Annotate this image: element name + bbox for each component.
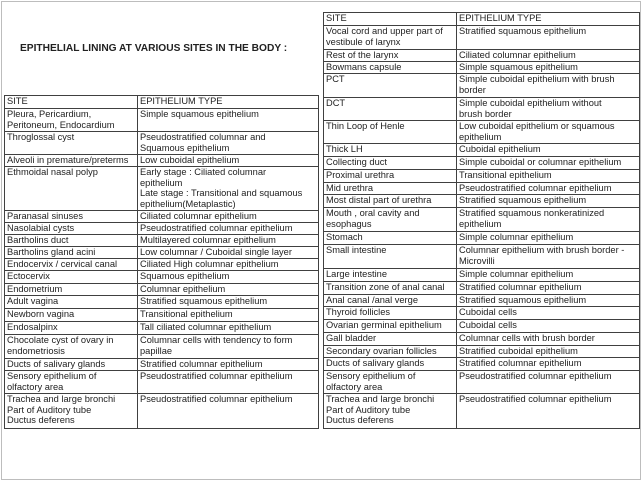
epithelium-cell: Simple columnar epithelium bbox=[457, 232, 640, 245]
epithelium-cell: Stratified squamous epithelium bbox=[138, 296, 319, 309]
site-cell: Ovarian germinal epithelium bbox=[324, 320, 457, 333]
table-row bbox=[324, 157, 640, 170]
epithelium-cell: Squamous epithelium bbox=[138, 271, 319, 284]
table-row bbox=[324, 333, 640, 346]
epithelium-cell: Stratified columnar epithelium bbox=[457, 282, 640, 295]
site-cell: Ectocervix bbox=[5, 271, 138, 284]
site-cell: Stomach bbox=[324, 232, 457, 245]
site-cell: Rest of the larynx bbox=[324, 50, 457, 62]
table-row bbox=[324, 62, 640, 74]
table-row bbox=[5, 309, 319, 322]
table-row bbox=[5, 271, 319, 284]
table-row bbox=[5, 259, 319, 271]
table-row bbox=[324, 170, 640, 183]
epithelium-cell: Columnar epithelium bbox=[138, 284, 319, 296]
site-cell: Endosalpinx bbox=[5, 322, 138, 335]
table-row bbox=[324, 195, 640, 208]
table-row bbox=[5, 371, 319, 394]
site-cell: Sensory epithelium of olfactory area bbox=[324, 371, 457, 394]
epithelium-cell: Pseudostratified columnar and Squamous epithelium bbox=[138, 132, 319, 155]
site-cell: Mid urethra bbox=[324, 183, 457, 195]
epithelium-cell: Columnar cells with brush border bbox=[457, 333, 640, 346]
table-row bbox=[5, 335, 319, 359]
site-cell: Bartholins duct bbox=[5, 235, 138, 247]
site-cell: Bartholins gland acini bbox=[5, 247, 138, 259]
site-cell: Most distal part of urethra bbox=[324, 195, 457, 208]
site-cell: PCT bbox=[324, 74, 457, 98]
table-row bbox=[5, 132, 319, 155]
site-cell: Anal canal /anal verge bbox=[324, 295, 457, 307]
site-cell: Bowmans capsule bbox=[324, 62, 457, 74]
epithelium-cell: Stratified columnar epithelium bbox=[138, 359, 319, 371]
table-row bbox=[324, 74, 640, 98]
site-cell: Endocervix / cervical canal bbox=[5, 259, 138, 271]
epithelium-cell: Stratified cuboidal epithelium bbox=[457, 346, 640, 358]
epithelium-cell: Low cuboidal epithelium or squamous epithelium bbox=[457, 121, 640, 144]
site-cell: Alveoli in premature/preterms bbox=[5, 155, 138, 167]
epithelium-cell: Simple cuboidal epithelium with brush border bbox=[457, 74, 640, 98]
epithelium-cell: Tall ciliated columnar epithelium bbox=[138, 322, 319, 335]
table-row bbox=[5, 235, 319, 247]
table-row bbox=[5, 322, 319, 335]
table-row bbox=[5, 109, 319, 132]
table-row bbox=[5, 284, 319, 296]
header-site: SITE bbox=[324, 13, 457, 26]
site-cell: Ethmoidal nasal polyp bbox=[5, 167, 138, 211]
table-row bbox=[324, 269, 640, 282]
site-cell: Adult vagina bbox=[5, 296, 138, 309]
epithelium-cell: Simple squamous epithelium bbox=[138, 109, 319, 132]
site-cell: Mouth , oral cavity and esophagus bbox=[324, 208, 457, 232]
table-row bbox=[324, 371, 640, 394]
epithelium-cell: Stratified squamous epithelium bbox=[457, 26, 640, 50]
epithelium-cell: Low cuboidal epithelium bbox=[138, 155, 319, 167]
table-row bbox=[324, 208, 640, 232]
site-cell: Throglossal cyst bbox=[5, 132, 138, 155]
header-epithelium-type: EPITHELIUM TYPE bbox=[138, 96, 319, 109]
table-row bbox=[324, 320, 640, 333]
site-cell: Thin Loop of Henle bbox=[324, 121, 457, 144]
site-cell: DCT bbox=[324, 98, 457, 121]
epithelium-cell: Stratified columnar epithelium bbox=[457, 358, 640, 371]
epithelium-cell: Stratified squamous epithelium bbox=[457, 195, 640, 208]
table-row bbox=[5, 211, 319, 223]
epithelium-cell: Columnar epithelium with brush border - Microvilli bbox=[457, 245, 640, 269]
header-site: SITE bbox=[5, 96, 138, 109]
table-row bbox=[324, 121, 640, 144]
epithelium-cell: Ciliated High columnar epithelium bbox=[138, 259, 319, 271]
epithelium-cell: Multilayered columnar epithelium bbox=[138, 235, 319, 247]
site-cell: Gall bladder bbox=[324, 333, 457, 346]
table-header-row bbox=[324, 13, 640, 26]
site-cell: Newborn vagina bbox=[5, 309, 138, 322]
epithelium-cell: Columnar cells with tendency to form papillae bbox=[138, 335, 319, 359]
table-row bbox=[5, 296, 319, 309]
site-cell: Thick LH bbox=[324, 144, 457, 157]
epithelium-cell: Pseudostratified columnar epithelium bbox=[457, 183, 640, 195]
site-cell: Ducts of salivary glands bbox=[324, 358, 457, 371]
epithelium-cell: Early stage : Ciliated columnar epithelium Late stage : Transitional and squamous epithelium(Metaplastic) bbox=[138, 167, 319, 211]
site-cell: Pleura, Pericardium, Peritoneum, Endocardium bbox=[5, 109, 138, 132]
epithelium-cell: Simple cuboidal epithelium without brush border bbox=[457, 98, 640, 121]
table-row bbox=[324, 98, 640, 121]
site-cell: Proximal urethra bbox=[324, 170, 457, 183]
site-cell: Paranasal sinuses bbox=[5, 211, 138, 223]
epithelium-cell: Pseudostratified columnar epithelium bbox=[138, 371, 319, 394]
table-row bbox=[324, 358, 640, 371]
table-row bbox=[324, 245, 640, 269]
site-cell: Ducts of salivary glands bbox=[5, 359, 138, 371]
table-row bbox=[5, 247, 319, 259]
table-row bbox=[324, 295, 640, 307]
table-row bbox=[324, 144, 640, 157]
table-row bbox=[324, 232, 640, 245]
site-cell: Trachea and large bronchi Part of Auditory tube Ductus deferens bbox=[5, 394, 138, 429]
table-row bbox=[324, 282, 640, 295]
table-row bbox=[5, 359, 319, 371]
epithelium-cell: Cuboidal cells bbox=[457, 320, 640, 333]
site-cell: Vocal cord and upper part of vestibule of larynx bbox=[324, 26, 457, 50]
epithelium-cell: Pseudostratified columnar epithelium bbox=[457, 371, 640, 394]
epithelium-cell: Cuboidal epithelium bbox=[457, 144, 640, 157]
epithelium-cell: Pseudostratified columnar epithelium bbox=[138, 394, 319, 429]
epithelium-cell: Ciliated columnar epithelium bbox=[138, 211, 319, 223]
epithelium-cell: Simple columnar epithelium bbox=[457, 269, 640, 282]
table-row bbox=[324, 50, 640, 62]
site-cell: Chocolate cyst of ovary in endometriosis bbox=[5, 335, 138, 359]
site-cell: Thyroid follicles bbox=[324, 307, 457, 320]
table-row bbox=[5, 394, 319, 429]
epithelium-cell: Simple cuboidal or columnar epithelium bbox=[457, 157, 640, 170]
site-cell: Collecting duct bbox=[324, 157, 457, 170]
site-cell: Endometrium bbox=[5, 284, 138, 296]
table-row bbox=[324, 394, 640, 429]
right-epithelium-table bbox=[323, 12, 640, 429]
epithelium-cell: Simple squamous epithelium bbox=[457, 62, 640, 74]
table-row bbox=[5, 167, 319, 211]
epithelium-cell: Transitional epithelium bbox=[138, 309, 319, 322]
epithelium-cell: Pseudostratified columnar epithelium bbox=[138, 223, 319, 235]
site-cell: Small intestine bbox=[324, 245, 457, 269]
epithelium-cell: Transitional epithelium bbox=[457, 170, 640, 183]
site-cell: Transition zone of anal canal bbox=[324, 282, 457, 295]
epithelium-cell: Low columnar / Cuboidal single layer bbox=[138, 247, 319, 259]
page-title: EPITHELIAL LINING AT VARIOUS SITES IN THE BODY : bbox=[20, 43, 288, 54]
table-header-row bbox=[5, 96, 319, 109]
epithelium-cell: Stratified squamous epithelium bbox=[457, 295, 640, 307]
site-cell: Large intestine bbox=[324, 269, 457, 282]
site-cell: Secondary ovarian follicles bbox=[324, 346, 457, 358]
table-row bbox=[324, 307, 640, 320]
site-cell: Sensory epithelium of olfactory area bbox=[5, 371, 138, 394]
table-row bbox=[324, 26, 640, 50]
left-epithelium-table bbox=[4, 95, 319, 429]
epithelium-cell: Stratified squamous nonkeratinized epithelium bbox=[457, 208, 640, 232]
epithelium-cell: Ciliated columnar epithelium bbox=[457, 50, 640, 62]
epithelium-cell: Cuboidal cells bbox=[457, 307, 640, 320]
site-cell: Trachea and large bronchi Part of Auditory tube Ductus deferens bbox=[324, 394, 457, 429]
header-epithelium-type: EPITHELIUM TYPE bbox=[457, 13, 640, 26]
table-row bbox=[324, 183, 640, 195]
epithelium-cell: Pseudostratified columnar epithelium bbox=[457, 394, 640, 429]
site-cell: Nasolabial cysts bbox=[5, 223, 138, 235]
table-row bbox=[324, 346, 640, 358]
table-row bbox=[5, 155, 319, 167]
table-row bbox=[5, 223, 319, 235]
